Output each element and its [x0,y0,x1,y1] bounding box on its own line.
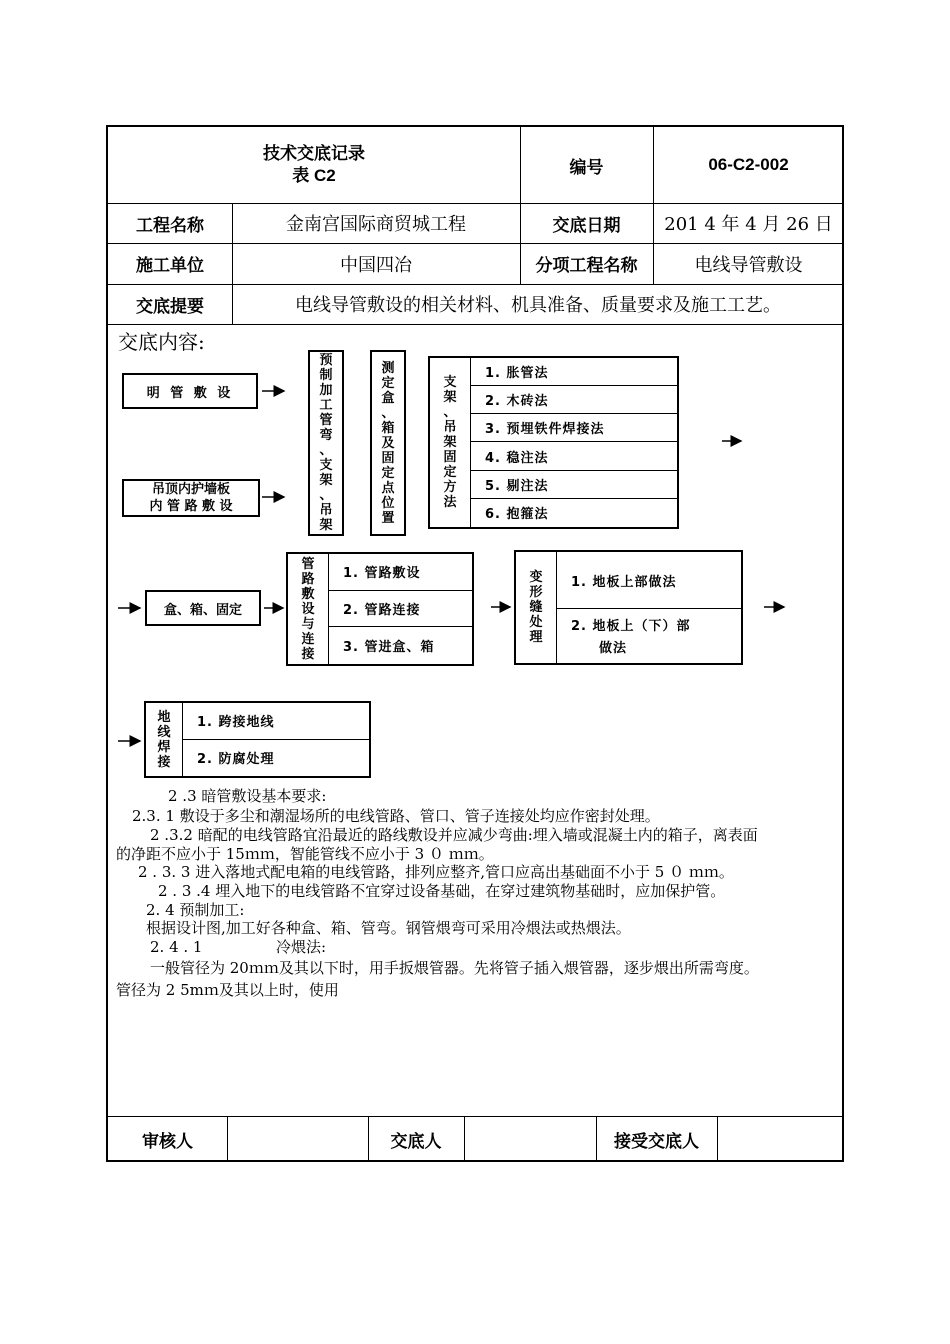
para-cold-bend-cont: 管径为 2 5mｍ及其以上时，使用 [116,981,339,999]
project-name-label: 工程名称 [136,215,204,235]
vertical-char: 吊 [319,503,333,518]
vertical-char: 焊 [157,739,171,755]
reviewer-label: 审核人 [142,1131,193,1151]
vertical-char: 支 [443,375,457,390]
vertical-char: 线 [157,724,171,740]
vertical-char: 、 [443,405,457,420]
summary-label: 交底提要 [136,296,204,316]
vertical-char: 箱 [381,420,395,436]
vertical-char: 架 [443,435,457,450]
box-fix-box: 盒、箱、固定 [145,590,261,626]
date-label: 交底日期 [552,215,621,235]
vertical-char: 位 [381,495,395,511]
vertical-char: 法 [443,495,457,510]
summary-value: 电线导管敷设的相关材料、机具准备、质量要求及施工工艺。 [295,295,781,316]
joint-step-1: 1. 地板上部做法 [571,574,677,590]
receiver-value[interactable] [717,1116,844,1162]
vertical-char: 架 [443,390,457,405]
vertical-char: 加 [319,383,333,398]
para-2-3-1: 2.3. 1 敷设于多尘和潮湿场所的电线管路、管口、管子连接处均应作密封处理。 [132,807,660,825]
title-text: 技术交底记录 [263,144,365,163]
list-item: 2. 木砖法 [471,386,677,414]
list-item: 2. 管路连接 [329,591,472,628]
ceiling-line2: 内 管 路 敷 设 [149,499,233,514]
list-item: 5. 剔注法 [471,471,677,499]
contractor-value: 中国四冶 [340,254,412,276]
para-2-4-1-title: 冷煨法: [276,938,327,956]
vertical-char: 固 [443,450,457,465]
vertical-char: 定 [443,465,457,480]
joint-step-2b: 做法 [599,641,628,656]
reviewer-value[interactable] [227,1116,368,1162]
list-item: 1. 跨接地线 [183,703,369,740]
vertical-char: 固 [381,450,395,466]
vertical-char: 、 [319,488,333,503]
number-value: 06-C2-002 [708,155,789,174]
vertical-char: 处 [529,615,543,630]
content-label: 交底内容: [118,330,205,354]
vertical-char: 测 [381,360,395,376]
list-item: 2. 防腐处理 [197,752,275,768]
para-2-3-2-b: 的净距不应小于 15ｍｍ，智能管线不应小于 3 ０ ｍｍ。 [116,845,494,863]
presenter-value[interactable] [464,1116,596,1162]
vertical-char: 连 [301,631,315,647]
open-pipe-box: 明 管 敷 设 [122,373,258,409]
para-2-4-1-num: 2. 4 . 1 [150,938,203,956]
para-2-4: 2. 4 预制加工: [146,901,245,919]
vertical-char: 理 [529,630,543,645]
list-item: 3. 管进盒、箱 [343,640,435,656]
vertical-char: 管 [301,556,315,572]
list-item: 4. 稳注法 [471,443,677,471]
vertical-char: 形 [529,585,543,600]
ceiling-line1: 吊顶内护墙板 [151,482,230,497]
vertical-char: 工 [319,398,333,413]
vertical-char: 置 [381,510,395,526]
para-2-4-body: 根据设计图,加工好各种盒、箱、管弯。钢管煨弯可采用冷煨法或热煨法。 [146,919,631,937]
project-name-value: 金南宫国际商贸城工程 [286,214,466,235]
vertical-char: 定 [381,465,395,481]
para-2-3-3: 2 . 3. 3 进入落地式配电箱的电线管路，排列应整齐,管口应高出基础面不小于 5 ０ ｍｍ。 [138,863,734,881]
para-2-3-2-a: 2 .3.2 暗配的电线管路宜沿最近的路线敷设并应减少弯曲:埋入墙或混凝土内的箱子，离表面 [150,826,758,844]
vertical-char: 接 [157,754,171,770]
list-item: 6. 抱箍法 [485,507,549,523]
vertical-char: 变 [529,570,543,585]
vertical-char: 缝 [529,600,543,615]
vertical-char: 及 [381,435,395,451]
joint-step-2a: 2. 地板上（下）部 [571,619,691,634]
para-2-3-4: 2 . 3 .4 埋入地下的电线管路不宜穿过设备基础，在穿过建筑物基础时，应加保护管。 [158,882,726,900]
vertical-char: 架 [319,518,333,533]
list-item: 1. 胀管法 [471,358,677,386]
subitem-value: 电线导管敷设 [694,254,803,276]
vertical-char: 、 [319,443,333,458]
vertical-char: 盒 [381,390,395,406]
vertical-char: 方 [443,480,457,495]
vertical-char: 路 [301,571,315,587]
form-code: 表 C2 [292,166,336,185]
receiver-label: 接受交底人 [614,1131,699,1151]
para-2-3: 2 .3 暗管敷设基本要求: [168,787,327,805]
date-value: 201 4 年 4 月 26 日 [664,214,833,235]
vertical-char: 吊 [443,420,457,435]
vertical-char: 弯 [319,428,333,443]
contractor-label: 施工单位 [136,256,204,275]
list-item: 3. 预埋铁件焊接法 [471,414,677,442]
number-label: 编号 [569,157,604,177]
vertical-char: 点 [381,480,395,496]
list-item: 1. 管路敷设 [329,554,472,591]
vertical-char: 接 [301,646,315,662]
vertical-char: 地 [157,709,171,725]
vertical-char: 预 [319,353,333,368]
vertical-char: 与 [301,616,315,632]
vertical-char: 制 [319,368,333,383]
vertical-char: 架 [319,473,333,488]
vertical-char: 设 [301,601,315,617]
vertical-char: 、 [381,405,395,421]
vertical-char: 敷 [301,586,315,602]
presenter-label: 交底人 [390,1131,442,1151]
vertical-char: 支 [319,458,333,473]
subitem-label: 分项工程名称 [535,256,638,275]
para-cold-bend: 一般管径为 20ｍｍ及其以下时，用手扳煨管器。先将管子插入煨管器，逐步煨出所需弯度。 [150,959,759,977]
vertical-char: 管 [319,413,333,428]
vertical-char: 定 [381,375,395,391]
